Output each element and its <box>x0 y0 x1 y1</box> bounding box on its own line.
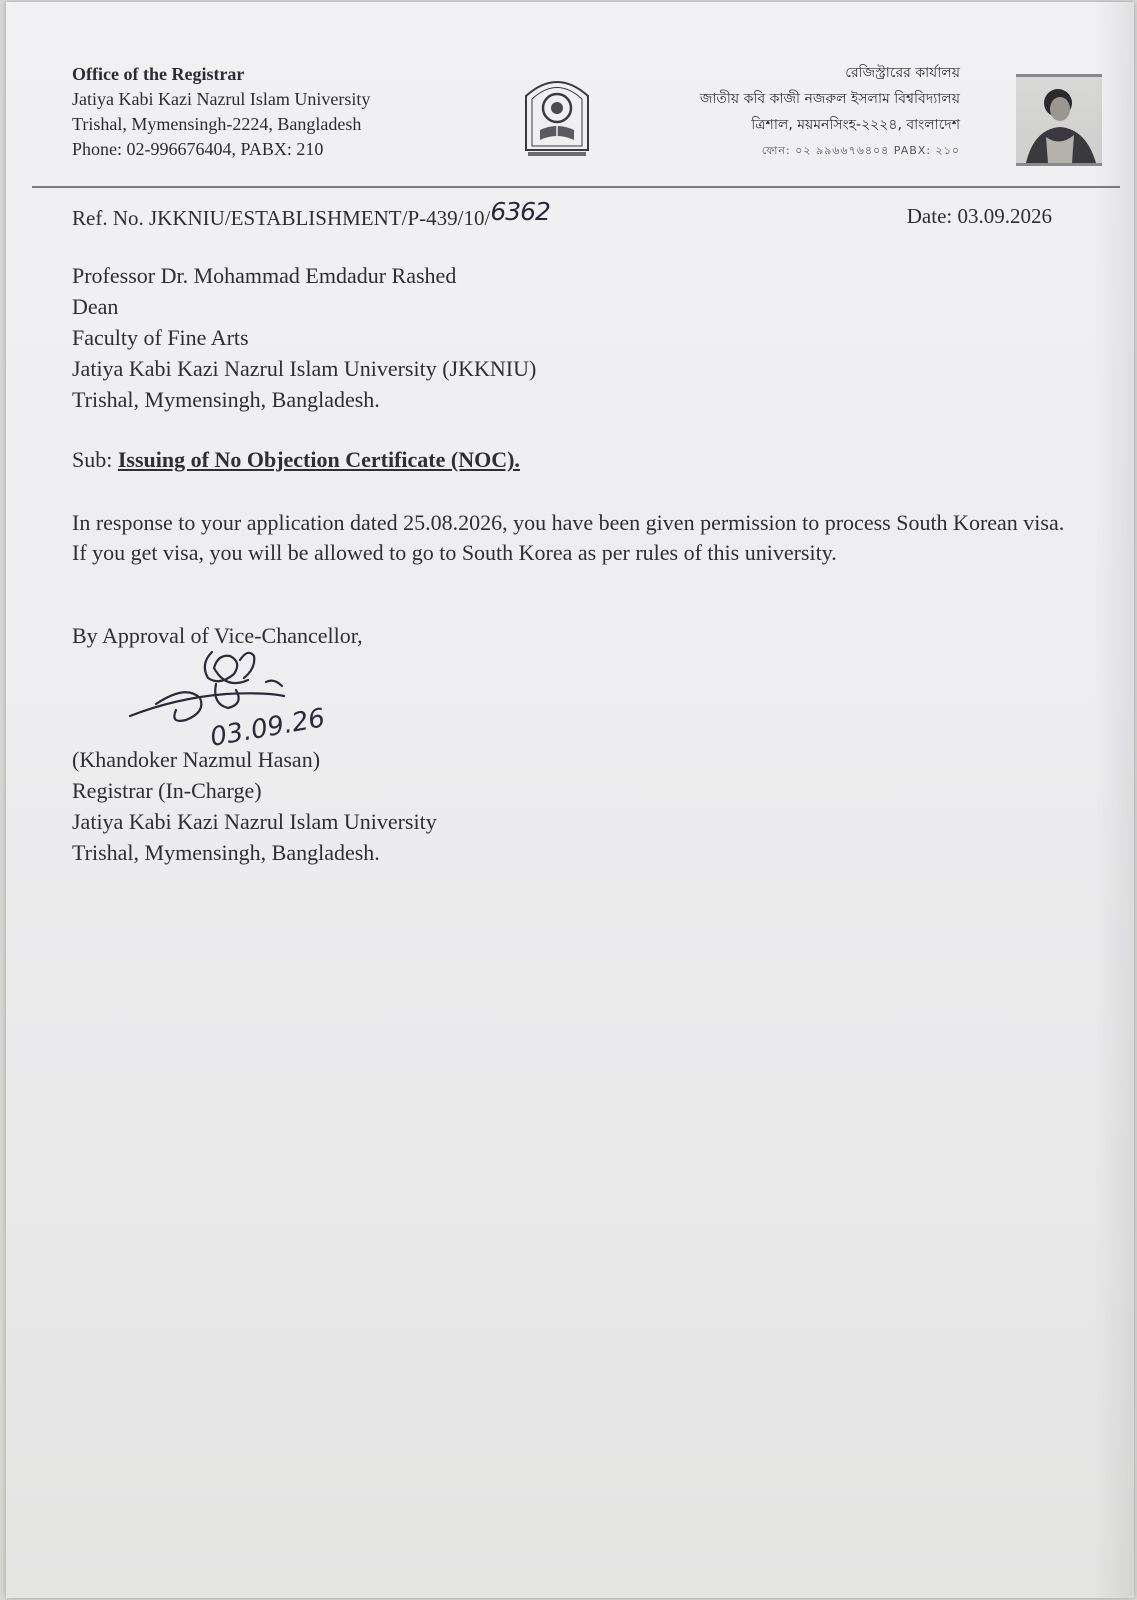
body-paragraph: In response to your application dated 25.08.2026, you have been given permission to process South Korean visa. If you get visa, you will be allowed to go to South Korea as per rules of this university. <box>72 510 1065 565</box>
university-name-bangla: জাতীয় কবি কাজী নজরুল ইসলাম বিশ্ববিদ্যালয় <box>699 91 960 107</box>
approval-line: By Approval of Vice-Chancellor, <box>72 623 363 648</box>
university-address-bangla: ত্রিশাল, ময়মনসিংহ-২২২৪, বাংলাদেশ <box>751 117 960 133</box>
header-divider <box>32 186 1120 188</box>
letter-date: Date: 03.09.2026 <box>906 204 1052 228</box>
reference-handwritten-number: 6362 <box>490 197 550 226</box>
reference-prefix: Ref. No. JKKNIU/ESTABLISHMENT/P-439/10/ <box>72 206 491 230</box>
university-seal-icon <box>518 68 596 160</box>
office-title-bangla: রেজিস্ট্রারের কার্যালয় <box>845 65 960 81</box>
signatory-designation: Registrar (In-Charge) <box>72 778 262 803</box>
poet-portrait <box>1016 74 1102 166</box>
signatory-university: Jatiya Kabi Kazi Nazrul Islam University <box>72 809 437 834</box>
letter-sheet <box>6 2 1134 1598</box>
portrait-image-icon <box>1016 77 1102 163</box>
handwritten-signature <box>116 634 396 754</box>
signature-date: 03.09.26 <box>208 703 328 753</box>
subject-label: Sub: <box>72 447 118 472</box>
signatory-block <box>72 744 437 868</box>
university-address: Trishal, Mymensingh-2224, Bangladesh <box>72 114 362 134</box>
recipient-faculty: Faculty of Fine Arts <box>72 325 249 350</box>
university-name: Jatiya Kabi Kazi Nazrul Islam University <box>72 89 371 109</box>
letterhead-bangla <box>700 60 960 164</box>
reference-number <box>72 197 550 231</box>
subject-text: Issuing of No Objection Certificate (NOC). <box>117 447 520 472</box>
recipient-location: Trishal, Mymensingh, Bangladesh. <box>72 387 380 412</box>
recipient-university: Jatiya Kabi Kazi Nazrul Islam University (JKKNIU) <box>72 356 537 381</box>
letterhead-english <box>72 62 370 162</box>
signatory-name: (Khandoker Nazmul Hasan) <box>72 747 321 772</box>
recipient-designation: Dean <box>72 294 119 319</box>
office-title: Office of the Registrar <box>72 64 245 84</box>
university-phone-bangla: ফোন: ০২ ৯৯৬৬৭৬৪০৪ PABX: ২১০ <box>761 144 960 157</box>
signatory-address: Trishal, Mymensingh, Bangladesh. <box>72 840 380 865</box>
subject-line <box>72 444 520 475</box>
university-phone: Phone: 02-996676404, PABX: 210 <box>72 139 324 159</box>
recipient-address <box>72 260 536 415</box>
recipient-name: Professor Dr. Mohammad Emdadur Rashed <box>72 263 457 288</box>
